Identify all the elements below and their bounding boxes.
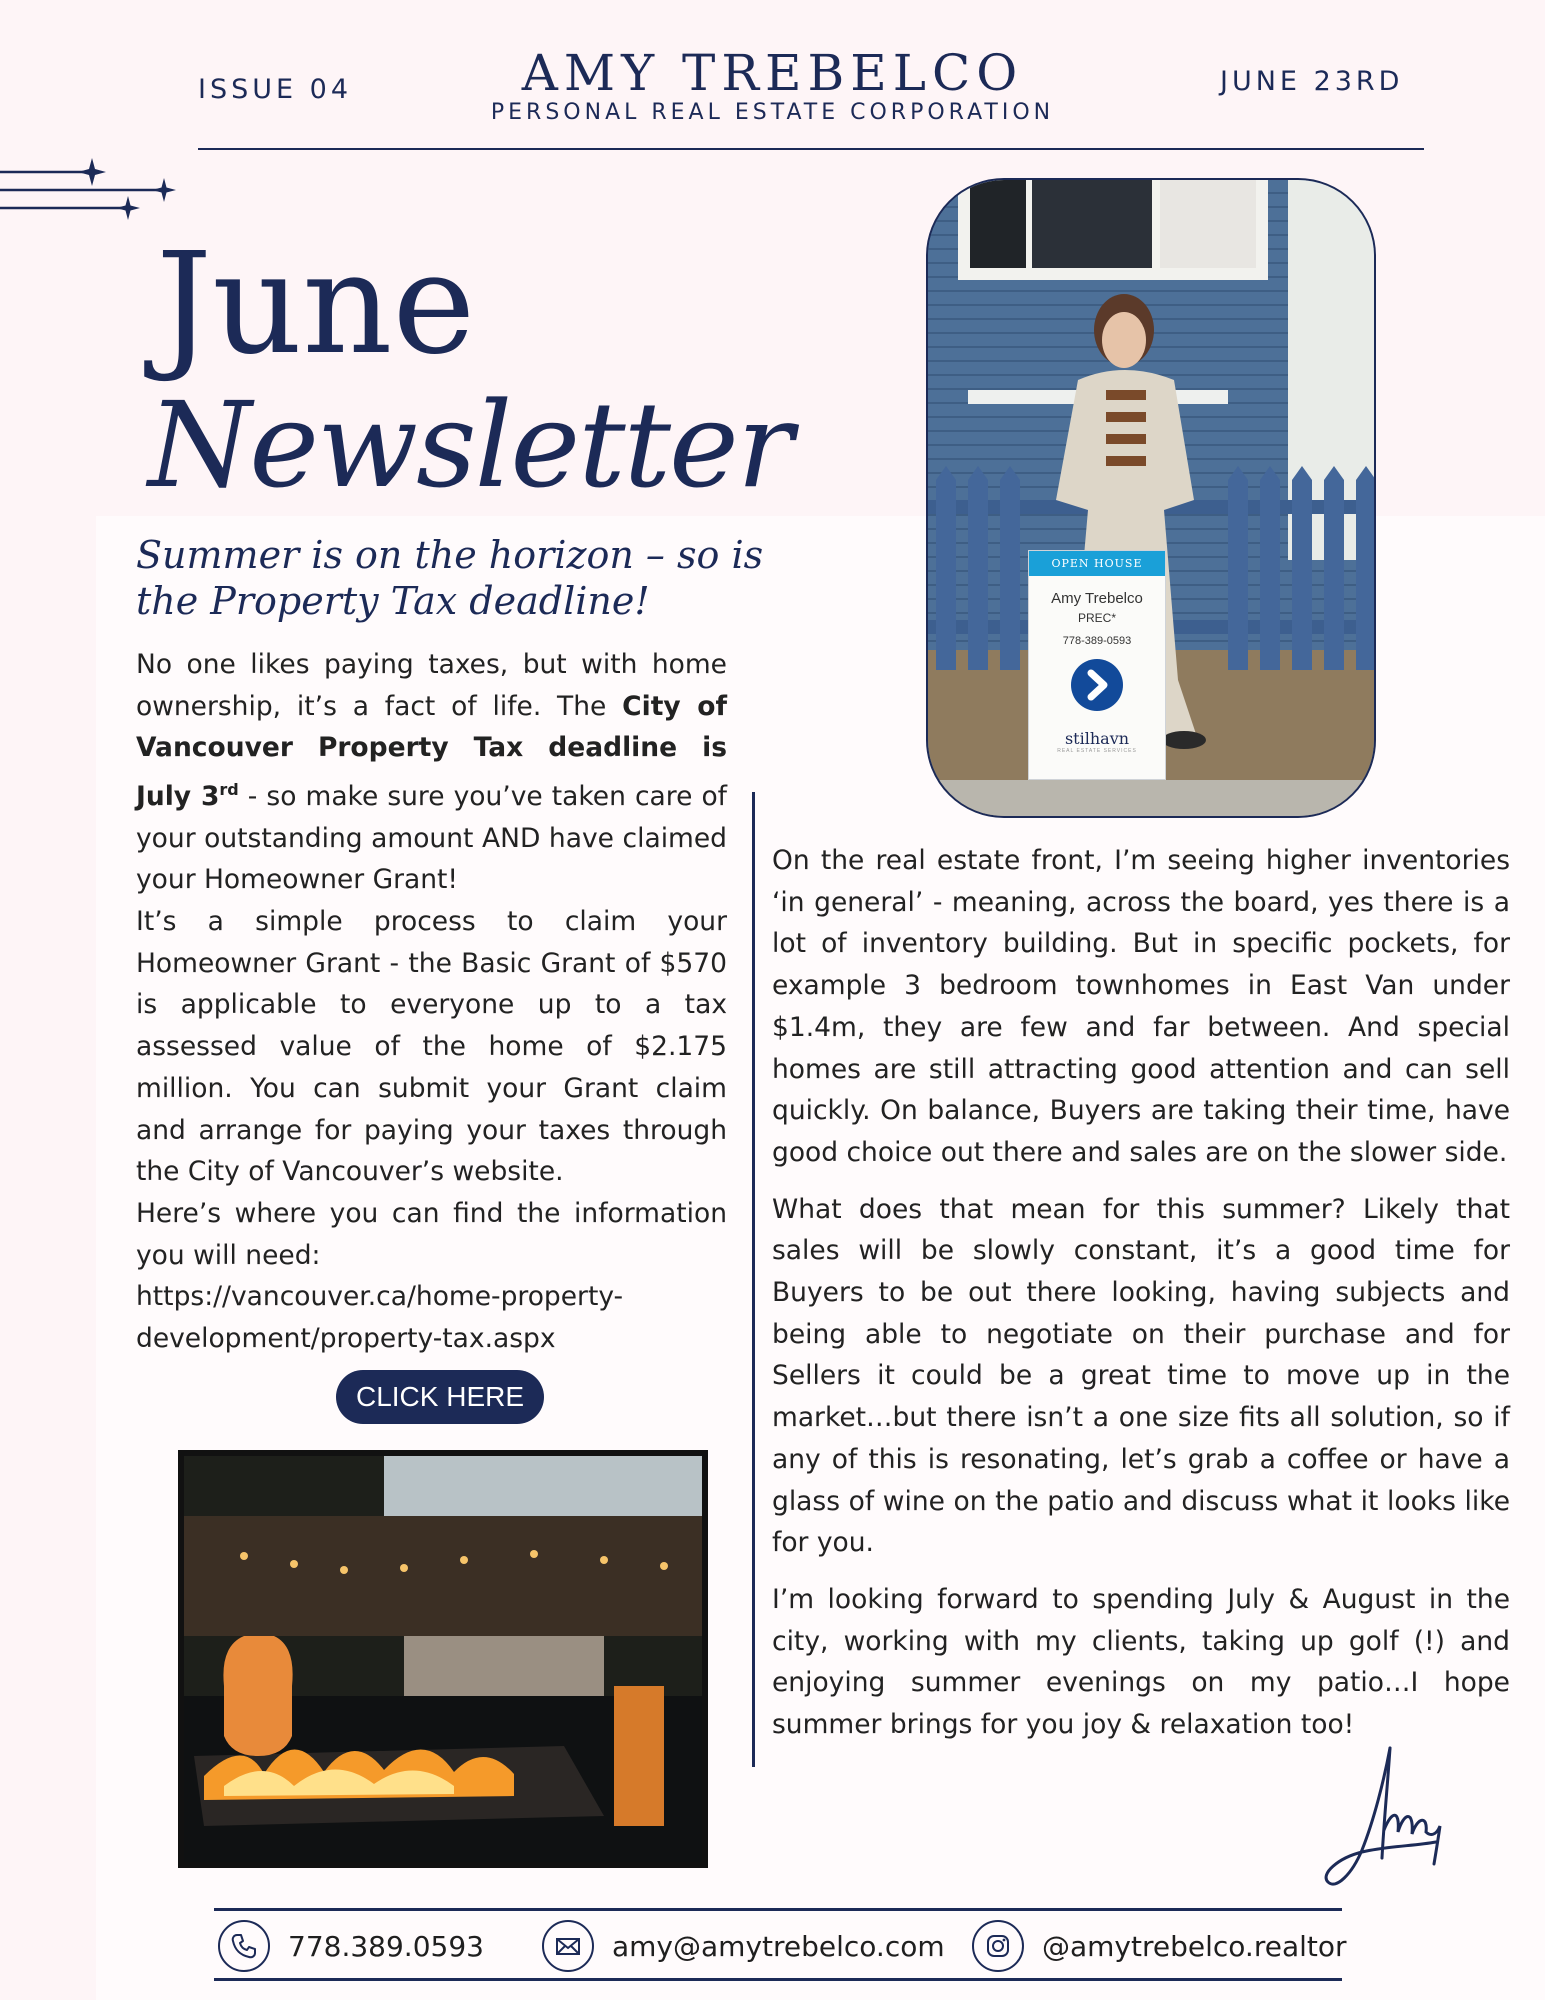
sign-phone: 778-389-0593 <box>1062 635 1132 647</box>
title-june: June <box>156 223 476 386</box>
paragraph-tax-deadline <box>136 644 727 901</box>
sign-name: Amy Trebelco <box>1051 590 1143 607</box>
left-column <box>136 644 727 1360</box>
click-here-button[interactable]: CLICK HERE <box>336 1370 544 1424</box>
signature <box>1318 1740 1508 1900</box>
footer-phone[interactable] <box>218 1918 484 1974</box>
right-column <box>772 840 1510 1761</box>
brand-name: AMY TREBELCO <box>521 44 1024 102</box>
sign-brand-sub: REAL ESTATE SERVICES <box>1057 748 1137 754</box>
paragraph-text: - so make sure you’ve taken care of your outstanding amount AND have claimed your Homeowner Grant! <box>136 780 727 896</box>
issue-date: JUNE 23RD <box>1220 66 1404 97</box>
realtor-photo <box>926 178 1376 818</box>
paragraph-closing: I’m looking forward to spending July & August in the city, working with my clients, taking up golf (!) and enjoying summer evenings on my patio…I hope summer brings for you joy & relaxation too! <box>772 1583 1510 1741</box>
phone-icon <box>218 1920 270 1972</box>
deadline-highlight: City of Vancouver Property Tax deadline is July 3 <box>136 690 727 812</box>
instagram-handle: @amytrebelco.realtor <box>1042 1929 1347 1963</box>
instagram-icon <box>972 1920 1024 1972</box>
patio-photo <box>178 1450 708 1868</box>
footer-email[interactable] <box>542 1918 945 1974</box>
sparkle-stars-icon <box>0 152 190 232</box>
sign-title: PREC* <box>1077 611 1116 625</box>
email-address: amy@amytrebelco.com <box>612 1929 945 1963</box>
envelope-icon <box>542 1920 594 1972</box>
article-subhead: Summer is on the horizon – so is the Property Tax deadline! <box>136 533 764 623</box>
paragraph-where-info: Here’s where you can find the information you will need: <box>136 1197 727 1271</box>
footer-top-rule <box>214 1908 1342 1911</box>
issue-number: ISSUE 04 <box>198 74 353 105</box>
paragraph-market-update: On the real estate front, I’m seeing higher inventories ‘in general’ - meaning, across the board, yes there is a lot of inventory building. But in specific pockets, for example 3 bedroom townhomes in East Van under $1.4m, they are few and far between. And special homes are still attracting good attention and can sell quickly. On balance, Buyers are taking their time, have good choice out there and sales are on the slower side. <box>772 845 1510 1168</box>
sign-arrow-icon <box>1071 659 1123 711</box>
phone-number: 778.389.0593 <box>288 1929 484 1963</box>
footer-bottom-rule <box>214 1978 1342 1981</box>
open-house-sign <box>1028 550 1166 780</box>
date-suffix: rd <box>219 780 239 800</box>
sign-header: OPEN HOUSE <box>1029 551 1165 576</box>
property-tax-link[interactable]: https://vancouver.ca/home-property-development/property-tax.aspx <box>136 1281 624 1355</box>
paragraph-homeowner-grant: It’s a simple process to claim your Homeowner Grant - the Basic Grant of $570 is applicable to everyone up to a tax assessed value of the home of $2.175 million. You can submit your Grant claim and arrange for paying your taxes through the City of Vancouver’s website. <box>136 906 727 1188</box>
column-divider <box>752 792 755 1767</box>
sign-brand: stilhavn <box>1064 729 1130 748</box>
title-newsletter: Newsletter <box>148 376 792 514</box>
header-divider <box>198 148 1424 150</box>
brand-subtitle: PERSONAL REAL ESTATE CORPORATION <box>490 100 1055 125</box>
paragraph-text: No one likes paying taxes, but with home ownership, it’s a fact of life. The <box>136 649 727 722</box>
paragraph-summer-outlook: What does that mean for this summer? Likely that sales will be slowly constant, it’s a good time for Buyers to be out there looking, having subjects and being able to negotiate on their purchase and for Sellers it could be a great time to move up in the market…but there isn’t a one size fits all solution, so if any of this is resonating, let’s grab a coffee or have a glass of wine on the patio and discuss what it looks like for you. <box>772 1193 1510 1559</box>
footer-instagram[interactable] <box>972 1918 1347 1974</box>
